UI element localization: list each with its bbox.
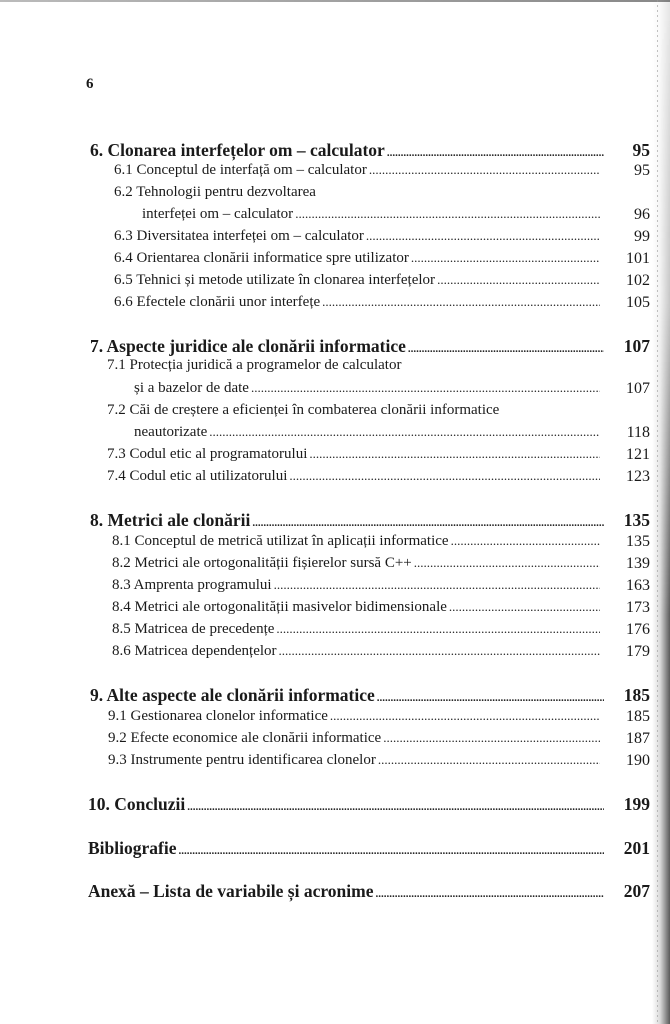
toc-section-7-1-line1: 7.1 Protecția juridică a programelor de calculator <box>107 357 402 373</box>
dot-leader <box>276 621 600 637</box>
toc-page-number: 101 <box>626 250 650 267</box>
toc-section-6-3[interactable] <box>0 228 670 245</box>
toc-section-title: 6.6 Efectele clonării unor interfețe <box>114 294 321 310</box>
toc-section-6-2[interactable] <box>0 206 670 223</box>
dot-leader <box>178 845 604 857</box>
toc-section-8-6[interactable] <box>0 643 670 660</box>
toc-section-7-4[interactable] <box>0 468 670 485</box>
dot-leader <box>274 577 600 593</box>
scan-top-edge <box>0 0 670 2</box>
toc-section-title: 7.3 Codul etic al programatorului <box>107 446 308 462</box>
dot-leader <box>369 162 600 178</box>
toc-chapter-8[interactable] <box>0 510 670 531</box>
toc-section-title: 6.3 Diversitatea interfeței om – calculator <box>114 228 364 244</box>
toc-section-8-2[interactable] <box>0 555 670 572</box>
toc-page-number: 173 <box>626 599 650 616</box>
dot-leader <box>209 424 600 440</box>
scan-edge-line <box>657 0 658 1024</box>
toc-chapter-6[interactable] <box>0 140 670 161</box>
toc-chapter-title: 6. Clonarea interfețelor om – calculator <box>90 140 385 160</box>
toc-section-title: 8.2 Metrici ale ortogonalității fișierelor sursă C++ <box>112 555 412 571</box>
toc-section-9-3[interactable] <box>0 752 670 769</box>
toc-chapter-10[interactable] <box>0 794 670 815</box>
toc-chapter-title: 8. Metrici ale clonării <box>90 510 251 530</box>
toc-page-number: 163 <box>626 577 650 594</box>
dot-leader <box>252 517 604 529</box>
toc-section-8-1[interactable] <box>0 533 670 550</box>
toc-section-title: și a bazelor de date <box>134 380 249 396</box>
toc-section-title: 6.4 Orientarea clonării informatice spre utilizator <box>114 250 409 266</box>
toc-section-title: 9.1 Gestionarea clonelor informatice <box>108 708 328 724</box>
toc-page-number: 139 <box>626 555 650 572</box>
toc-section-6-1[interactable] <box>0 162 670 179</box>
toc-page-number: 96 <box>634 206 650 223</box>
dot-leader <box>295 206 600 222</box>
toc-page-number: 135 <box>626 533 650 550</box>
toc-page-number: 121 <box>626 446 650 463</box>
toc-section-title: 6.5 Tehnici și metode utilizate în clonarea interfețelor <box>114 272 436 288</box>
toc-section-title: neautorizate <box>134 424 208 440</box>
dot-leader <box>449 599 600 615</box>
dot-leader <box>387 147 604 159</box>
dot-leader <box>279 643 600 659</box>
toc-page-number: 95 <box>632 140 650 160</box>
dot-leader <box>414 555 600 571</box>
toc-page-number: 95 <box>634 162 650 179</box>
dot-leader <box>187 801 604 813</box>
toc-page-number: 118 <box>626 424 650 441</box>
dot-leader <box>289 468 600 484</box>
dot-leader <box>376 888 605 900</box>
scan-edge-shadow <box>652 0 670 1024</box>
toc-bibliography[interactable] <box>0 838 670 859</box>
toc-section-6-2-line1: 6.2 Tehnologii pentru dezvoltarea <box>114 184 316 200</box>
toc-page-number: 99 <box>634 228 650 245</box>
toc-section-title: 6.1 Conceptul de interfață om – calculator <box>114 162 367 178</box>
toc-page-number: 179 <box>626 643 650 660</box>
toc-section-title: 8.4 Metrici ale ortogonalității masivelor bidimensionale <box>112 599 447 615</box>
dot-leader <box>251 380 600 396</box>
toc-section-9-1[interactable] <box>0 708 670 725</box>
toc-page-number: 105 <box>626 294 650 311</box>
toc-section-6-5[interactable] <box>0 272 670 289</box>
dot-leader <box>451 533 600 549</box>
toc-page-number: 187 <box>626 730 650 747</box>
dot-leader <box>408 343 604 355</box>
toc-section-6-4[interactable] <box>0 250 670 267</box>
dot-leader <box>377 692 604 704</box>
toc-section-7-1[interactable] <box>0 380 670 397</box>
dot-leader <box>322 294 600 310</box>
toc-section-title: 8.1 Conceptul de metrică utilizat în aplicații informatice <box>112 533 449 549</box>
toc-chapter-title: 10. Concluzii <box>88 794 186 814</box>
toc-chapter-title: 9. Alte aspecte ale clonării informatice <box>90 685 375 705</box>
dot-leader <box>383 730 600 746</box>
toc-page-number: 176 <box>626 621 650 638</box>
dot-leader <box>378 752 600 768</box>
toc-section-7-3[interactable] <box>0 446 670 463</box>
toc-page-number: 107 <box>626 380 650 397</box>
toc-page-number: 123 <box>626 468 650 485</box>
dot-leader <box>437 272 600 288</box>
toc-section-9-2[interactable] <box>0 730 670 747</box>
toc-section-6-6[interactable] <box>0 294 670 311</box>
toc-page-number: 102 <box>626 272 650 289</box>
toc-section-title: 8.3 Amprenta programului <box>112 577 272 593</box>
page-number: 6 <box>86 76 94 92</box>
toc-section-title: 8.5 Matricea de precedențe <box>112 621 275 637</box>
toc-section-title: 8.6 Matricea dependențelor <box>112 643 277 659</box>
dot-leader <box>309 446 600 462</box>
toc-section-title: 9.3 Instrumente pentru identificarea clonelor <box>108 752 376 768</box>
toc-annex[interactable] <box>0 881 670 902</box>
toc-page-number: 107 <box>623 336 650 356</box>
dot-leader <box>366 228 600 244</box>
toc-section-title: 9.2 Efecte economice ale clonării informatice <box>108 730 382 746</box>
toc-page-number: 135 <box>623 510 650 530</box>
toc-section-7-2-line1: 7.2 Căi de creștere a eficienței în combaterea clonării informatice <box>107 402 500 418</box>
toc-chapter-title: Bibliografie <box>88 838 177 858</box>
toc-section-title: interfeței om – calculator <box>142 206 294 222</box>
toc-section-8-5[interactable] <box>0 621 670 638</box>
toc-section-7-2[interactable] <box>0 424 670 441</box>
toc-chapter-7[interactable] <box>0 336 670 357</box>
toc-chapter-title: 7. Aspecte juridice ale clonării informatice <box>90 336 406 356</box>
toc-chapter-title: Anexă – Lista de variabile și acronime <box>88 881 374 901</box>
toc-chapter-9[interactable] <box>0 685 670 706</box>
toc-page-number: 190 <box>626 752 650 769</box>
toc-page-number: 185 <box>623 685 650 705</box>
dot-leader <box>330 708 600 724</box>
toc-section-8-3[interactable] <box>0 577 670 594</box>
toc-page-number: 199 <box>623 794 650 814</box>
toc-page-number: 207 <box>623 881 650 901</box>
toc-section-title: 7.4 Codul etic al utilizatorului <box>107 468 288 484</box>
toc-section-8-4[interactable] <box>0 599 670 616</box>
dot-leader <box>411 250 600 266</box>
toc-page-number: 185 <box>626 708 650 725</box>
toc-page-number: 201 <box>623 838 650 858</box>
